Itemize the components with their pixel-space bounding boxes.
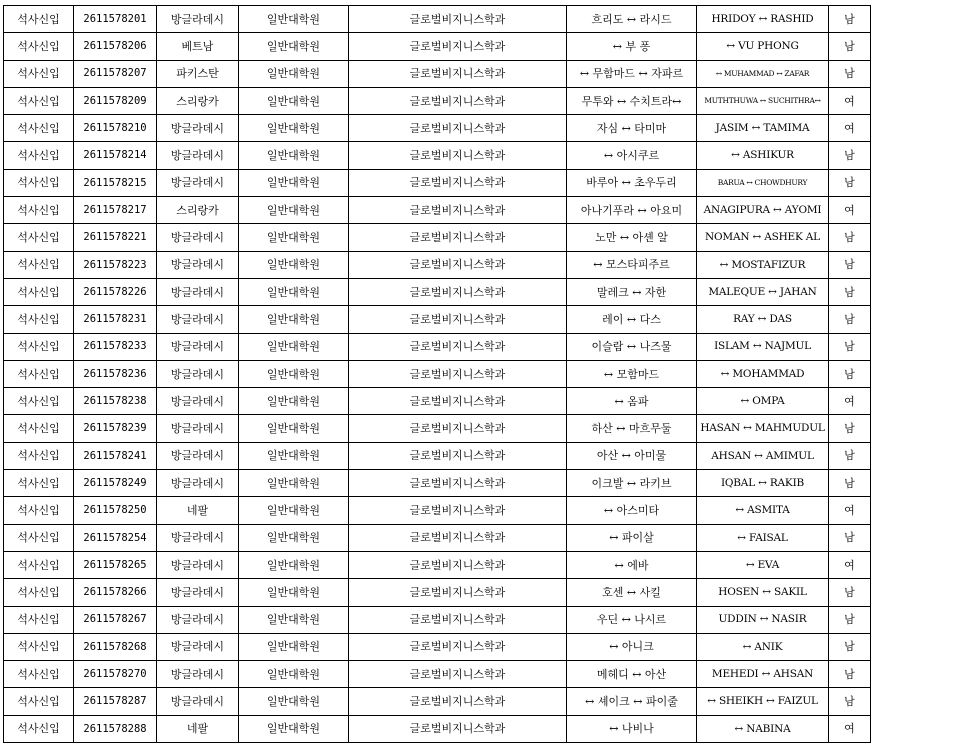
english-name-cell: ISLAM ↔ NAJMUL (697, 333, 829, 360)
graduate-school-cell: 일반대학원 (239, 33, 349, 60)
gender-cell: 남 (829, 224, 871, 251)
department-cell: 글로벌비지니스학과 (349, 115, 567, 142)
department-cell: 글로벌비지니스학과 (349, 715, 567, 742)
gender-cell: 남 (829, 606, 871, 633)
gender-cell: 여 (829, 87, 871, 114)
english-name-cell: ↔ MOHAMMAD (697, 360, 829, 387)
graduate-school-cell: 일반대학원 (239, 606, 349, 633)
department-cell: 글로벌비지니스학과 (349, 360, 567, 387)
table-row (4, 33, 871, 60)
student-id-cell: 2611578267 (74, 606, 157, 633)
korean-name-cell: 자심 ↔ 타미마 (567, 115, 697, 142)
korean-name-cell: 우딘 ↔ 나시르 (567, 606, 697, 633)
department-cell: 글로벌비지니스학과 (349, 415, 567, 442)
korean-name-cell: 말레크 ↔ 자한 (567, 278, 697, 305)
english-name-cell: MUTHTHUWA ↔ SUCHITHRA↔ (697, 87, 829, 114)
department-cell: 글로벌비지니스학과 (349, 60, 567, 87)
english-name-cell: ↔ OMPA (697, 388, 829, 415)
country-cell: 방글라데시 (157, 551, 239, 578)
korean-name-cell: ↔ 나비나 (567, 715, 697, 742)
gender-cell: 남 (829, 278, 871, 305)
korean-name-cell: ↔ 셰이크 ↔ 파이줄 (567, 688, 697, 715)
graduate-school-cell: 일반대학원 (239, 360, 349, 387)
student-id-cell: 2611578241 (74, 442, 157, 469)
graduate-school-cell: 일반대학원 (239, 715, 349, 742)
student-id-cell: 2611578233 (74, 333, 157, 360)
student-id-cell: 2611578249 (74, 470, 157, 497)
graduate-school-cell: 일반대학원 (239, 524, 349, 551)
student-id-cell: 2611578215 (74, 169, 157, 196)
gender-cell: 여 (829, 115, 871, 142)
department-cell: 글로벌비지니스학과 (349, 470, 567, 497)
graduate-school-cell: 일반대학원 (239, 115, 349, 142)
student-id-cell: 2611578287 (74, 688, 157, 715)
admission-type-cell: 석사신입 (4, 551, 74, 578)
graduate-school-cell: 일반대학원 (239, 87, 349, 114)
country-cell: 베트남 (157, 33, 239, 60)
gender-cell: 남 (829, 333, 871, 360)
english-name-cell: MALEQUE ↔ JAHAN (697, 278, 829, 305)
table-row (4, 551, 871, 578)
table-row (4, 715, 871, 742)
country-cell: 방글라데시 (157, 278, 239, 305)
table-row (4, 360, 871, 387)
admission-type-cell: 석사신입 (4, 688, 74, 715)
english-name-cell: ↔ EVA (697, 551, 829, 578)
korean-name-cell: 흐리도 ↔ 라시드 (567, 6, 697, 33)
english-name-cell: ↔ MOSTAFIZUR (697, 251, 829, 278)
country-cell: 방글라데시 (157, 6, 239, 33)
country-cell: 방글라데시 (157, 333, 239, 360)
student-id-cell: 2611578270 (74, 661, 157, 688)
department-cell: 글로벌비지니스학과 (349, 579, 567, 606)
korean-name-cell: 이슬람 ↔ 나즈물 (567, 333, 697, 360)
country-cell: 방글라데시 (157, 142, 239, 169)
graduate-school-cell: 일반대학원 (239, 278, 349, 305)
admission-type-cell: 석사신입 (4, 87, 74, 114)
graduate-school-cell: 일반대학원 (239, 169, 349, 196)
english-name-cell: HRIDOY ↔ RASHID (697, 6, 829, 33)
department-cell: 글로벌비지니스학과 (349, 524, 567, 551)
admission-type-cell: 석사신입 (4, 224, 74, 251)
table-row (4, 224, 871, 251)
department-cell: 글로벌비지니스학과 (349, 551, 567, 578)
table-row (4, 278, 871, 305)
student-id-cell: 2611578231 (74, 306, 157, 333)
gender-cell: 여 (829, 715, 871, 742)
table-row (4, 142, 871, 169)
table-body (4, 6, 871, 743)
korean-name-cell: ↔ 부 퐁 (567, 33, 697, 60)
gender-cell: 여 (829, 551, 871, 578)
korean-name-cell: 무투와 ↔ 수치트라↔ (567, 87, 697, 114)
gender-cell: 남 (829, 470, 871, 497)
admission-type-cell: 석사신입 (4, 661, 74, 688)
table-row (4, 633, 871, 660)
english-name-cell: AHSAN ↔ AMIMUL (697, 442, 829, 469)
table-row (4, 333, 871, 360)
student-id-cell: 2611578250 (74, 497, 157, 524)
admission-type-cell: 석사신입 (4, 278, 74, 305)
table-row (4, 606, 871, 633)
country-cell: 스리랑카 (157, 197, 239, 224)
country-cell: 방글라데시 (157, 470, 239, 497)
table-row (4, 197, 871, 224)
graduate-school-cell: 일반대학원 (239, 497, 349, 524)
graduate-school-cell: 일반대학원 (239, 333, 349, 360)
korean-name-cell: ↔ 모스타피주르 (567, 251, 697, 278)
graduate-school-cell: 일반대학원 (239, 142, 349, 169)
english-name-cell: RAY ↔ DAS (697, 306, 829, 333)
student-id-cell: 2611578206 (74, 33, 157, 60)
department-cell: 글로벌비지니스학과 (349, 606, 567, 633)
admission-type-cell: 석사신입 (4, 169, 74, 196)
admission-type-cell: 석사신입 (4, 442, 74, 469)
department-cell: 글로벌비지니스학과 (349, 33, 567, 60)
english-name-cell: BARUA ↔ CHOWDHURY (697, 169, 829, 196)
student-id-cell: 2611578266 (74, 579, 157, 606)
gender-cell: 남 (829, 442, 871, 469)
english-name-cell: ANAGIPURA ↔ AYOMI (697, 197, 829, 224)
english-name-cell: JASIM ↔ TAMIMA (697, 115, 829, 142)
country-cell: 방글라데시 (157, 579, 239, 606)
student-id-cell: 2611578239 (74, 415, 157, 442)
gender-cell: 남 (829, 142, 871, 169)
admission-type-cell: 석사신입 (4, 606, 74, 633)
table-row (4, 388, 871, 415)
korean-name-cell: ↔ 파이살 (567, 524, 697, 551)
table-row (4, 415, 871, 442)
gender-cell: 남 (829, 33, 871, 60)
admission-type-cell: 석사신입 (4, 388, 74, 415)
admission-type-cell: 석사신입 (4, 715, 74, 742)
graduate-school-cell: 일반대학원 (239, 415, 349, 442)
department-cell: 글로벌비지니스학과 (349, 688, 567, 715)
admission-type-cell: 석사신입 (4, 33, 74, 60)
graduate-school-cell: 일반대학원 (239, 442, 349, 469)
admission-type-cell: 석사신입 (4, 306, 74, 333)
english-name-cell: HASAN ↔ MAHMUDUL (697, 415, 829, 442)
english-name-cell: NOMAN ↔ ASHEK AL (697, 224, 829, 251)
gender-cell: 남 (829, 306, 871, 333)
student-id-cell: 2611578288 (74, 715, 157, 742)
country-cell: 네팔 (157, 715, 239, 742)
table-row (4, 87, 871, 114)
graduate-school-cell: 일반대학원 (239, 551, 349, 578)
student-id-cell: 2611578236 (74, 360, 157, 387)
english-name-cell: MEHEDI ↔ AHSAN (697, 661, 829, 688)
department-cell: 글로벌비지니스학과 (349, 633, 567, 660)
admission-type-cell: 석사신입 (4, 60, 74, 87)
country-cell: 방글라데시 (157, 251, 239, 278)
table-row (4, 60, 871, 87)
country-cell: 방글라데시 (157, 306, 239, 333)
korean-name-cell: ↔ 무함마드 ↔ 자파르 (567, 60, 697, 87)
table-row (4, 579, 871, 606)
student-id-cell: 2611578221 (74, 224, 157, 251)
country-cell: 네팔 (157, 497, 239, 524)
english-name-cell: ↔ ANIK (697, 633, 829, 660)
gender-cell: 남 (829, 524, 871, 551)
table-row (4, 306, 871, 333)
country-cell: 방글라데시 (157, 115, 239, 142)
table-row (4, 661, 871, 688)
graduate-school-cell: 일반대학원 (239, 251, 349, 278)
country-cell: 방글라데시 (157, 169, 239, 196)
graduate-school-cell: 일반대학원 (239, 688, 349, 715)
korean-name-cell: ↔ 에바 (567, 551, 697, 578)
student-list-table (3, 5, 871, 743)
graduate-school-cell: 일반대학원 (239, 60, 349, 87)
graduate-school-cell: 일반대학원 (239, 661, 349, 688)
english-name-cell: UDDIN ↔ NASIR (697, 606, 829, 633)
korean-name-cell: 호센 ↔ 사킬 (567, 579, 697, 606)
korean-name-cell: 아산 ↔ 아미물 (567, 442, 697, 469)
student-id-cell: 2611578226 (74, 278, 157, 305)
english-name-cell: ↔ MUHAMMAD ↔ ZAFAR (697, 60, 829, 87)
graduate-school-cell: 일반대학원 (239, 579, 349, 606)
admission-type-cell: 석사신입 (4, 333, 74, 360)
english-name-cell: HOSEN ↔ SAKIL (697, 579, 829, 606)
korean-name-cell: 바루아 ↔ 초우두리 (567, 169, 697, 196)
gender-cell: 남 (829, 251, 871, 278)
graduate-school-cell: 일반대학원 (239, 633, 349, 660)
student-id-cell: 2611578223 (74, 251, 157, 278)
english-name-cell: ↔ ASMITA (697, 497, 829, 524)
korean-name-cell: ↔ 아니크 (567, 633, 697, 660)
department-cell: 글로벌비지니스학과 (349, 333, 567, 360)
admission-type-cell: 석사신입 (4, 115, 74, 142)
admission-type-cell: 석사신입 (4, 251, 74, 278)
table-row (4, 251, 871, 278)
admission-type-cell: 석사신입 (4, 197, 74, 224)
admission-type-cell: 석사신입 (4, 633, 74, 660)
student-id-cell: 2611578214 (74, 142, 157, 169)
admission-type-cell: 석사신입 (4, 6, 74, 33)
admission-type-cell: 석사신입 (4, 360, 74, 387)
graduate-school-cell: 일반대학원 (239, 197, 349, 224)
korean-name-cell: 아나기푸라 ↔ 아요미 (567, 197, 697, 224)
korean-name-cell: ↔ 모함마드 (567, 360, 697, 387)
country-cell: 방글라데시 (157, 442, 239, 469)
country-cell: 방글라데시 (157, 360, 239, 387)
gender-cell: 여 (829, 197, 871, 224)
english-name-cell: ↔ FAISAL (697, 524, 829, 551)
student-id-cell: 2611578217 (74, 197, 157, 224)
student-id-cell: 2611578265 (74, 551, 157, 578)
korean-name-cell: ↔ 옴파 (567, 388, 697, 415)
student-id-cell: 2611578238 (74, 388, 157, 415)
admission-type-cell: 석사신입 (4, 415, 74, 442)
gender-cell: 남 (829, 661, 871, 688)
admission-type-cell: 석사신입 (4, 470, 74, 497)
department-cell: 글로벌비지니스학과 (349, 197, 567, 224)
student-id-cell: 2611578209 (74, 87, 157, 114)
student-id-cell: 2611578210 (74, 115, 157, 142)
korean-name-cell: 레이 ↔ 다스 (567, 306, 697, 333)
department-cell: 글로벌비지니스학과 (349, 497, 567, 524)
country-cell: 스리랑카 (157, 87, 239, 114)
korean-name-cell: ↔ 아시쿠르 (567, 142, 697, 169)
table-row (4, 688, 871, 715)
department-cell: 글로벌비지니스학과 (349, 251, 567, 278)
student-id-cell: 2611578268 (74, 633, 157, 660)
admission-type-cell: 석사신입 (4, 524, 74, 551)
admission-type-cell: 석사신입 (4, 579, 74, 606)
department-cell: 글로벌비지니스학과 (349, 442, 567, 469)
gender-cell: 남 (829, 360, 871, 387)
korean-name-cell: 메헤디 ↔ 아산 (567, 661, 697, 688)
korean-name-cell: 노만 ↔ 아셴 알 (567, 224, 697, 251)
graduate-school-cell: 일반대학원 (239, 6, 349, 33)
english-name-cell: ↔ NABINA (697, 715, 829, 742)
gender-cell: 남 (829, 579, 871, 606)
english-name-cell: ↔ SHEIKH ↔ FAIZUL (697, 688, 829, 715)
department-cell: 글로벌비지니스학과 (349, 169, 567, 196)
table-row (4, 470, 871, 497)
gender-cell: 남 (829, 169, 871, 196)
gender-cell: 남 (829, 688, 871, 715)
graduate-school-cell: 일반대학원 (239, 224, 349, 251)
department-cell: 글로벌비지니스학과 (349, 388, 567, 415)
korean-name-cell: 하산 ↔ 마흐무둘 (567, 415, 697, 442)
country-cell: 방글라데시 (157, 688, 239, 715)
student-id-cell: 2611578254 (74, 524, 157, 551)
english-name-cell: ↔ ASHIKUR (697, 142, 829, 169)
country-cell: 방글라데시 (157, 415, 239, 442)
korean-name-cell: 이크발 ↔ 라키브 (567, 470, 697, 497)
graduate-school-cell: 일반대학원 (239, 306, 349, 333)
department-cell: 글로벌비지니스학과 (349, 306, 567, 333)
graduate-school-cell: 일반대학원 (239, 388, 349, 415)
country-cell: 방글라데시 (157, 224, 239, 251)
table-row (4, 442, 871, 469)
table-row (4, 6, 871, 33)
department-cell: 글로벌비지니스학과 (349, 87, 567, 114)
table-row (4, 169, 871, 196)
department-cell: 글로벌비지니스학과 (349, 224, 567, 251)
gender-cell: 남 (829, 6, 871, 33)
gender-cell: 여 (829, 388, 871, 415)
department-cell: 글로벌비지니스학과 (349, 142, 567, 169)
department-cell: 글로벌비지니스학과 (349, 278, 567, 305)
table-row (4, 524, 871, 551)
table-row (4, 115, 871, 142)
gender-cell: 여 (829, 497, 871, 524)
country-cell: 방글라데시 (157, 388, 239, 415)
admission-type-cell: 석사신입 (4, 142, 74, 169)
gender-cell: 남 (829, 415, 871, 442)
country-cell: 파키스탄 (157, 60, 239, 87)
department-cell: 글로벌비지니스학과 (349, 6, 567, 33)
student-id-cell: 2611578201 (74, 6, 157, 33)
english-name-cell: IQBAL ↔ RAKIB (697, 470, 829, 497)
admission-type-cell: 석사신입 (4, 497, 74, 524)
student-id-cell: 2611578207 (74, 60, 157, 87)
gender-cell: 남 (829, 633, 871, 660)
english-name-cell: ↔ VU PHONG (697, 33, 829, 60)
korean-name-cell: ↔ 아스미타 (567, 497, 697, 524)
graduate-school-cell: 일반대학원 (239, 470, 349, 497)
table-row (4, 497, 871, 524)
gender-cell: 남 (829, 60, 871, 87)
department-cell: 글로벌비지니스학과 (349, 661, 567, 688)
country-cell: 방글라데시 (157, 661, 239, 688)
country-cell: 방글라데시 (157, 606, 239, 633)
country-cell: 방글라데시 (157, 524, 239, 551)
country-cell: 방글라데시 (157, 633, 239, 660)
